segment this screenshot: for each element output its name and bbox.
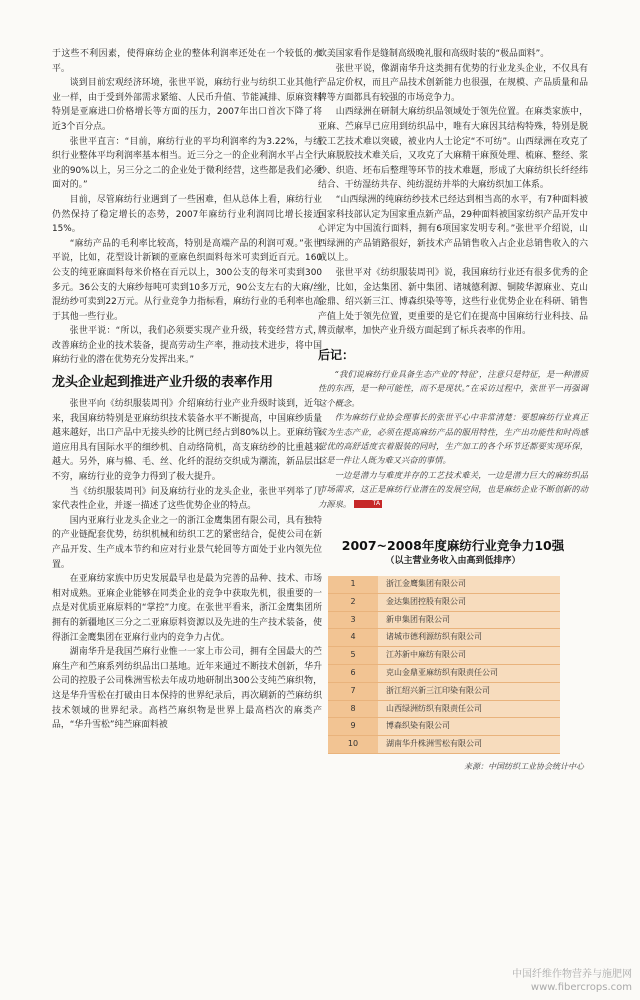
company-name: 浙江绍兴新三江印染有限公司 xyxy=(378,682,560,700)
rank-number: 1 xyxy=(328,576,378,593)
ranking-table xyxy=(328,576,560,754)
company-name: 山西绿洲纺织有限责任公司 xyxy=(378,700,560,718)
watermark-line: 中国纤维作物营养与施肥网 xyxy=(512,969,632,980)
rank-number: 5 xyxy=(328,647,378,665)
paragraph: 目前，尽管麻纺行业遇到了一些困难，但从总体上看，麻纺行业仍然保持了稳定增长的态势，2007年麻纺行业利润同比增长接近15%。 xyxy=(52,194,322,235)
paragraph: 湖南华升是我国苎麻行业惟一一家上市公司，拥有全国最大的苎麻生产和苎麻系列纺织品出口基地。近年来通过不断技术创新，华升公司的控股子公司株洲雪松去年成功地研制出300公支纯苎麻织物，这是华升雪松在打破由日本保持的世界纪录后，再次刷新的苎麻纺织技术领域的世界纪录。高档苎麻织物是世界上最高档次的麻类产品，“华升雪松”纯苎麻面料被 xyxy=(52,647,322,731)
postscript-heading: 后记： xyxy=(318,347,355,362)
rank-number: 2 xyxy=(328,593,378,611)
paragraph: 张世平说：“所以，我们必须要实现产业升级，转变经营方式，改善麻纺企业的技术装备，提高劳动生产率，推动技术进步，将中国麻纺行业的潜在优势充分发挥出来。” xyxy=(52,326,322,366)
right-column xyxy=(318,0,588,775)
source-note: 来源：中国纺织工业协会统计中心 xyxy=(464,761,584,771)
table-row xyxy=(328,700,560,718)
paragraph: 欧美国家看作是缝制高级晚礼服和高级时装的“极品面料”。 xyxy=(318,49,550,59)
paragraph: 张世平说，像湖南华升这类拥有优势的行业龙头企业，不仅具有产品定价权，而且产品技术创新能力也很强，在规模、产品质量和品牌等方面都具有较强的市场竞争力。 xyxy=(318,63,588,103)
section-heading: 龙头企业起到推进产业升级的表率作用 xyxy=(52,375,274,391)
watermark-url: www.fibercrops.com xyxy=(530,982,632,993)
paragraph: 于这些不利因素，使得麻纺企业的整体利润率还处在一个较低的水平。 xyxy=(52,49,322,74)
company-name: 博森织染有限公司 xyxy=(378,718,560,736)
table-title: 2007~2008年度麻纺行业竞争力10强 xyxy=(341,537,565,553)
postscript-paragraph: “我们说麻纺行业具备生态产业的‘特征’，注意只是特征，是一种潜质性的东西，是一种可能性，而不是现状。”在采访过程中，张世平一再强调这个概念。 xyxy=(318,368,588,408)
rank-number: 4 xyxy=(328,629,378,647)
paragraph: 张世平对《纺织服装周刊》说，我国麻纺行业还有很多优秀的企业，比如，金达集团、新中集团、诸城德利源、铜陵华源麻业、克山金鼎、绍兴新三江、博森织染等等，这些行业优势企业在科研、销售产值上处于领先位置，更重要的是它们在提高中国麻纺行业科技、品牌贡献率，加快产业升级方面起到了标兵表率的作用。 xyxy=(318,267,588,337)
paragraph: 张世平直言：“目前，麻纺行业的平均利润率约为3.22%，与纺织行业整体平均利润率基本相当。近三分之一的企业利润水平占全行业的90%以上，另三分之二的企业处于微利经营，这些都是我们必须面对的。” xyxy=(52,136,322,191)
company-name: 湖南华升株洲雪松有限公司 xyxy=(378,736,560,754)
rank-number: 9 xyxy=(328,718,378,736)
company-name: 浙江金鹰集团有限公司 xyxy=(378,576,560,593)
rank-number: 6 xyxy=(328,664,378,682)
table-row xyxy=(328,576,560,593)
rank-number: 10 xyxy=(328,736,378,754)
paragraph: 山西绿洲在研制大麻纺织品领域处于领先位置。在麻类家族中，亚麻、苎麻早已应用到纺织品中，唯有大麻因其结构特殊，特别是脱胶工艺技术难以突破，被业内人士论定“不可纺”。山西绿洲在攻克了大麻脱胶技术难关后，又攻克了大麻精干麻预处理、梳麻、整经、浆纱、织造、坯布后整理等环节的技术难题，形成了大麻纺织长纤经纬结合、干纺湿纺共存、纯纺混纺并举的大麻纺织加工体系。 xyxy=(318,107,588,191)
table-row xyxy=(328,593,560,611)
company-name: 新申集团有限公司 xyxy=(378,611,560,629)
paragraph: “山西绿洲的纯麻纺纱技术已经达到相当高的水平，有7种面料被国家科技部认定为国家重点新产品，29种面料被国家纺织产品开发中心评定为中国流行面料，拥有6项国家发明专利。”张世平介绍说，山西绿洲的产品销路很好，新技术产品销售收入占企业总销售收入的六成以上。 xyxy=(318,194,588,264)
paragraph: 在亚麻纺家族中历史发展最早也是最为完善的品种、技术、市场相对成熟。亚麻企业能够在同类企业的竞争中获取先机，很重要的一点是对优质亚麻原料的“掌控”力度。在张世平看来，浙江金鹰集团所拥有的新疆地区三分之二亚麻原料资源以及先进的生产技术装备，使得浙江金鹰集团在亚麻行业内的竞争力占优。 xyxy=(52,574,322,643)
paragraph: 谈到目前宏观经济环境，张世平说，麻纺行业与纺织工业其他行业一样，由于受到外部需求紧缩、人民币升值、节能减排、原麻资料特别是亚麻进口价格增长等方面的压力，2007年出口首次下降了将近3个百分点。 xyxy=(52,78,322,132)
paragraph: 当《纺织服装周刊》问及麻纺行业的龙头企业，张世平列举了几家代表性企业，并逐一描述了这些优势企业的特点。 xyxy=(52,486,322,512)
company-name: 克山金鼎亚麻纺织有限责任公司 xyxy=(378,664,560,682)
rank-number: 7 xyxy=(328,682,378,700)
table-row xyxy=(328,629,560,647)
table-row xyxy=(328,682,560,700)
company-name: 江苏新中麻纺有限公司 xyxy=(378,647,560,665)
company-name: 诸城市德利源纺织有限公司 xyxy=(378,629,560,647)
end-mark-icon: TA xyxy=(354,500,382,508)
postscript xyxy=(318,367,588,511)
left-column xyxy=(52,0,322,733)
postscript-paragraph xyxy=(318,468,588,511)
table-subtitle: （以主营业务收入由高到低排序） xyxy=(385,555,521,566)
table-row xyxy=(328,736,560,754)
paragraph: 张世平向《纺织服装周刊》介绍麻纺行业产业升级时谈到，近年来，我国麻纺特别是亚麻纺织技术装备水平不断提高，中国麻纱质量越来越好，出口产品中无接头纱的比例已经占到80%以上。亚麻纺管道应用具有国际水平的细纱机、自动络筒机，高支麻纺纱的比重越来越大。另外，麻与棉、毛、丝、化纤的混纺交织成为潮流，新品层出不穷，麻纺行业的竞争力得到了极大提升。 xyxy=(52,399,322,483)
rank-number: 8 xyxy=(328,700,378,718)
postscript-text: 一边是潜力与难度并存的工艺技术难关，一边是潜力巨大的麻纺织品市场需求，这正是麻纺行业潜在的发展空间，也是麻纺企业不断创新的动力源泉。 xyxy=(318,469,588,509)
postscript-paragraph: 作为麻纺行业协会理事长的张世平心中非常清楚：要想麻纺行业真正成为生态产业，必须在提高麻纺产品的服用特性，生产出功能性和时尚感觉优的高舒适度衣着服装的同时，生产加工的各个环节还都要实现环保，这是一件让人既为难又兴奋的事情。 xyxy=(318,412,588,466)
table-row xyxy=(328,664,560,682)
watermark xyxy=(512,968,632,994)
paragraph: “麻纺产品的毛利率比较高，特别是高端产品的利润可观。”张世平说，比如，花型设计新颖的亚麻色织面料每米可卖到近百元。160公支的纯亚麻面料每米价格在百元以上，300公支的每米可卖到300多元。36公支的大麻纱每吨可卖到10多万元，90公支左右的大麻/丝混纺纱可卖到22万元。从行业竞争力指标看，麻纺行业的毛利率也高于其他一些行业。 xyxy=(52,238,322,322)
table-row xyxy=(328,647,560,665)
rank-number: 3 xyxy=(328,611,378,629)
table-row xyxy=(328,611,560,629)
table-row xyxy=(328,718,560,736)
paragraph: 国内亚麻行业龙头企业之一的浙江金鹰集团有限公司，具有独特的产业链配套优势，纺织机械和纺织工艺的紧密结合，促使公司在新产品开发、生产成本节约和应对行业景气轮回等方面处于业内领先位置。 xyxy=(52,515,322,570)
company-name: 金达集团控股有限公司 xyxy=(378,593,560,611)
